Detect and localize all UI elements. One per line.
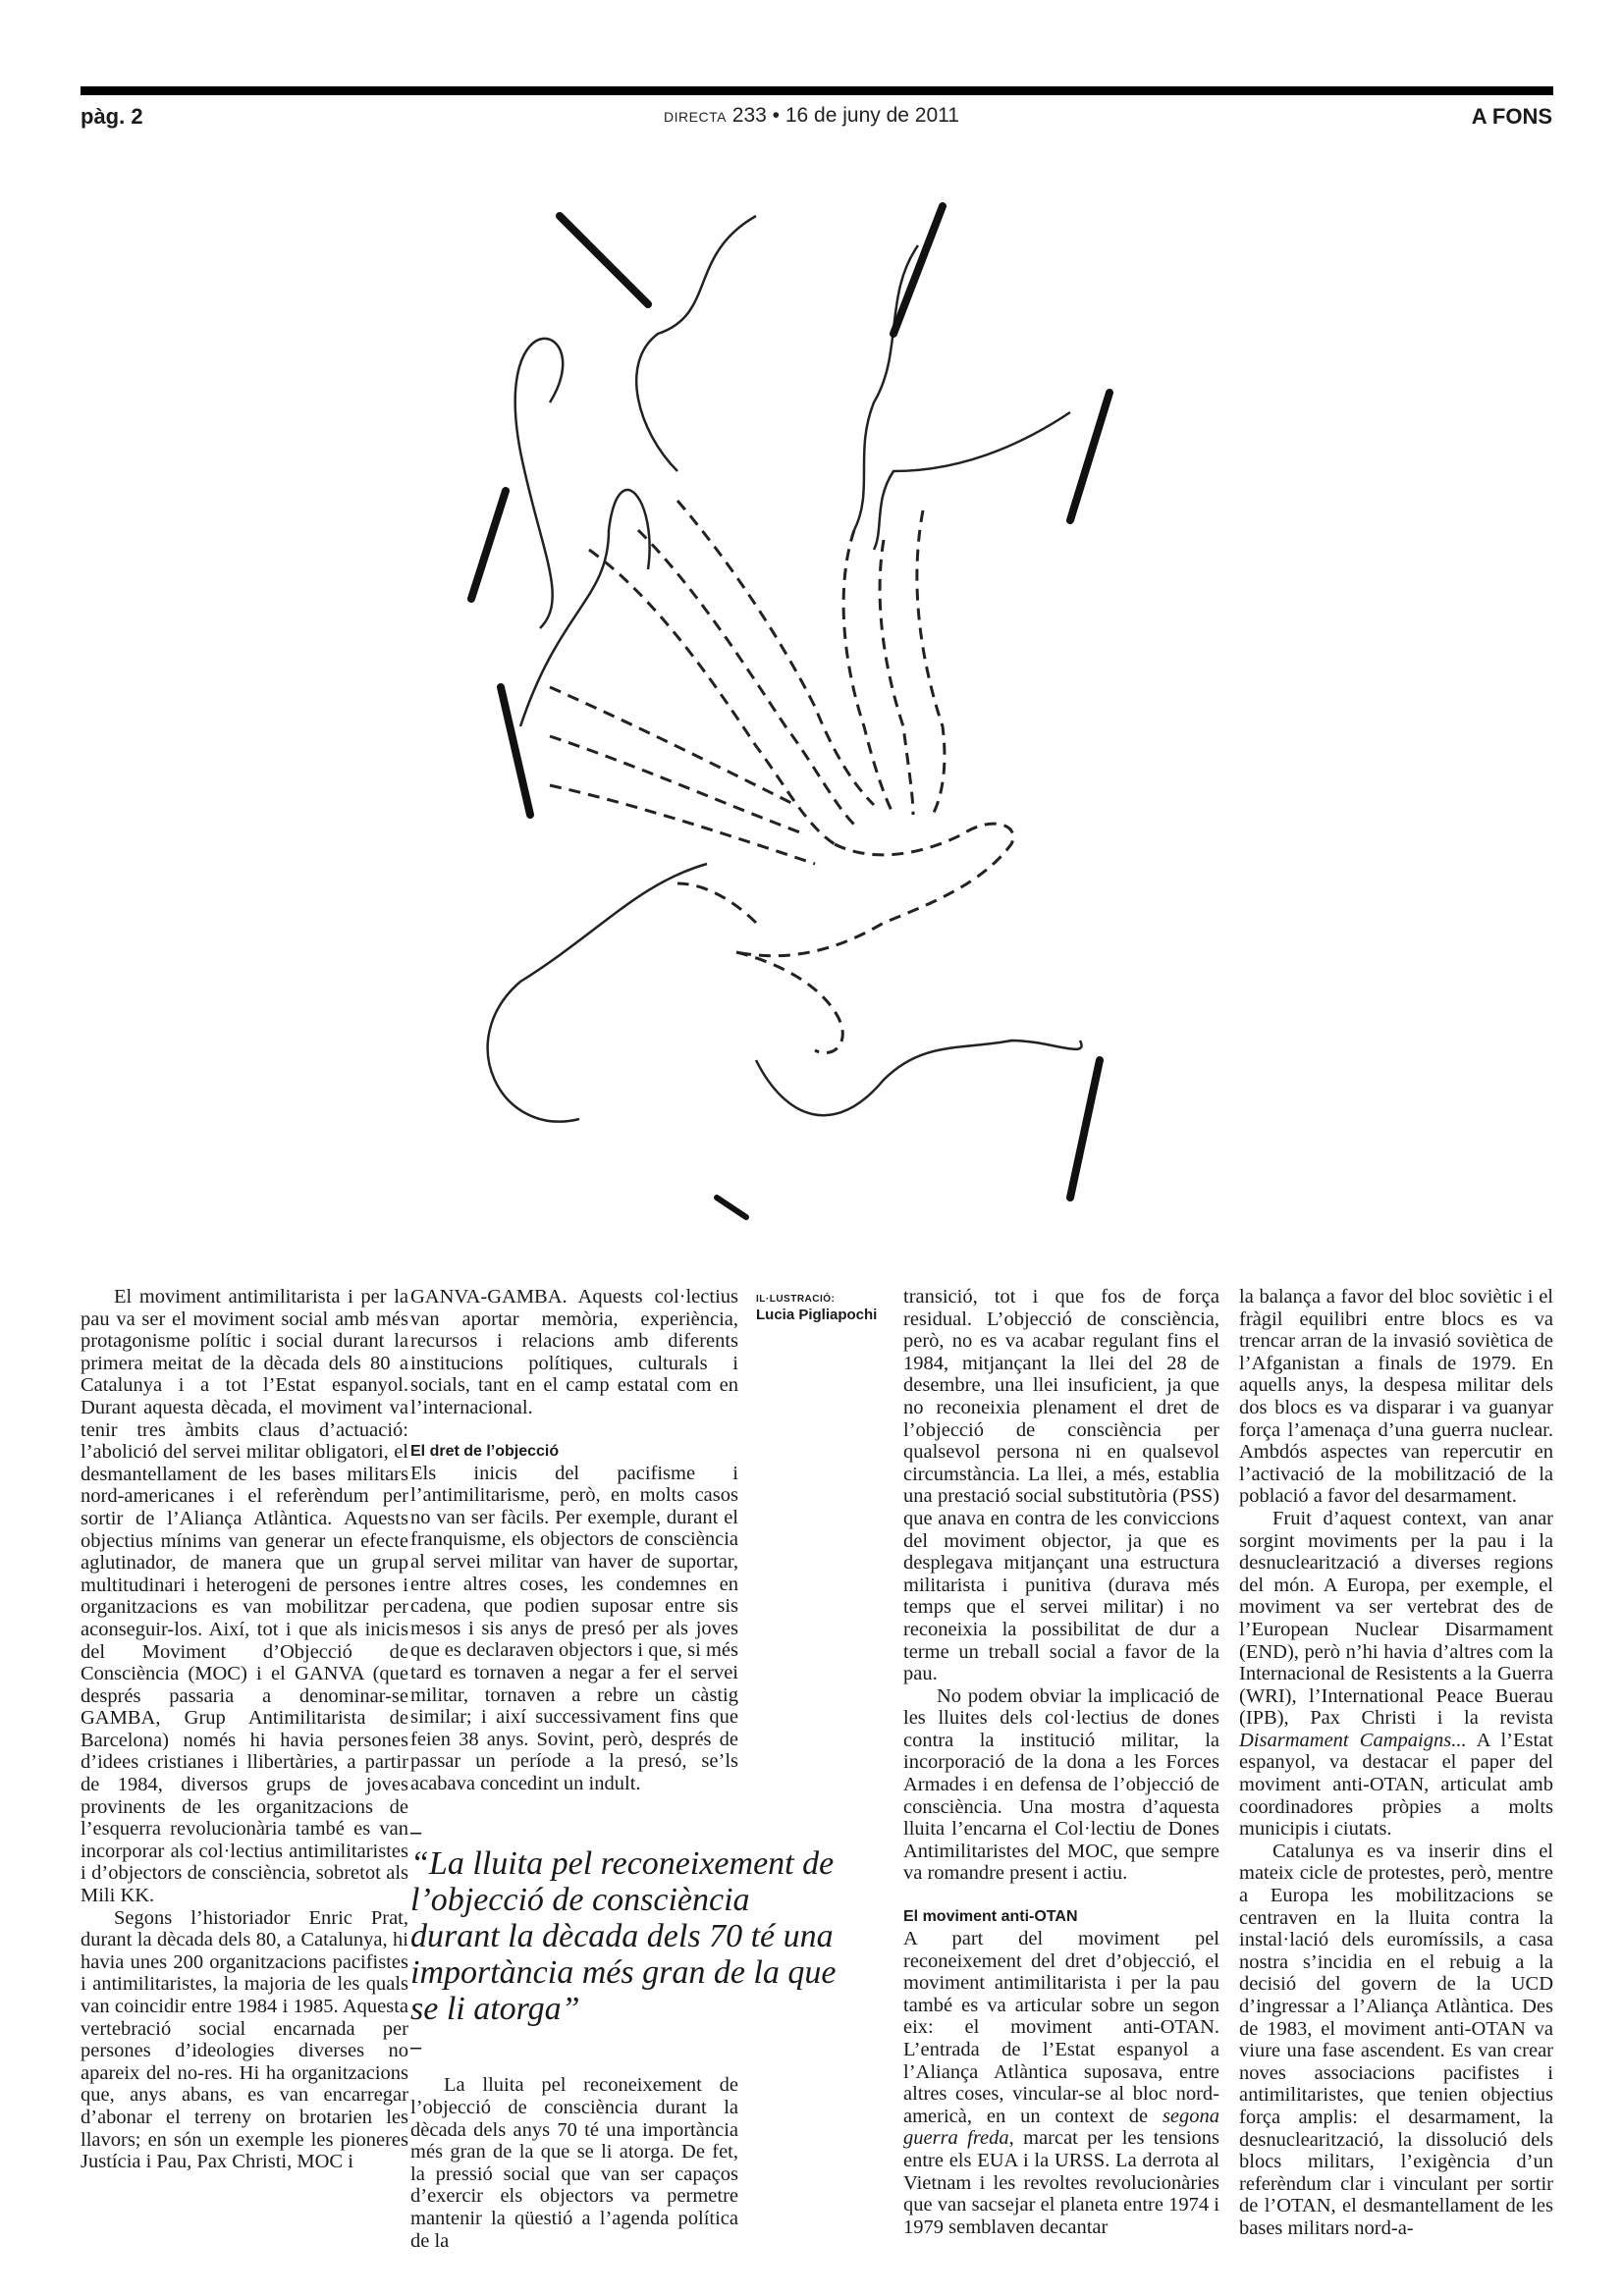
issue-info — [0, 104, 1623, 128]
pull-quote-text: “La lluita pel reconeixement de l’objecció de consciència durant la dècada dels 70 té una importància més gran de la que se li atorga” — [410, 1845, 837, 2028]
subheading: El moviment anti-OTAN — [903, 1908, 1078, 1926]
publication-name: DIRECTA — [664, 109, 727, 125]
page-number: pàg. 2 — [81, 104, 143, 129]
text: A l’Estat espanyol, va destacar el paper del moviment anti-OTAN, articulat amb coordinadores pròpies a molts municipis i ciutats. — [1239, 1729, 1553, 1841]
illustration-credit — [756, 1294, 893, 1323]
paragraph: transició, tot i que fos de força residual. L’objecció de consciència, però, no es va acabar regulant fins el 1984, mitjançant la llei del 28 de desembre, una llei insuficient, ja que no reconeixia plenament el dret de l’objecció de consciència per qualsevol persona ni en qualsevol circumstància. La llei, a més, establia una prestació social substitutòria (PSS) que anava en contra de les conviccions del moviment objector, ja que es desplegava mitjançant una estructura militarista i punitiva (durava més temps que el servei militar) i no reconeixia la possibilitat de dur a terme un treball social a favor de la pau. — [903, 1286, 1219, 1685]
paragraph — [1239, 1508, 1553, 1841]
dove-outline — [550, 501, 1013, 1053]
header-rule — [81, 86, 1553, 95]
subheading: El dret de l’objecció — [410, 1442, 560, 1460]
article-column-1 — [81, 1286, 408, 2173]
needle-icon — [1070, 1060, 1100, 1198]
article-column-2-continued — [410, 2074, 738, 2252]
article-column-4 — [1239, 1286, 1553, 2240]
credit-name: Lucia Pigliapochi — [756, 1307, 878, 1323]
italic-term: segona guerra freda — [903, 2105, 1220, 2150]
article-column-3 — [903, 1286, 1219, 2238]
needle-icon — [717, 1198, 746, 1217]
paragraph: No podem obviar la implicació de les lluites dels col·lectius de dones contra la institució militar, la incorporació de la dona a les Forces Armades i en defensa de l’objecció de consciència. Una mostra d’aquesta lluita l’encarna el Col·lectiu de Dones Antimilitaristes del MOC, que sempre va romandre present i actiu. — [903, 1684, 1219, 1885]
pull-quote — [410, 1818, 842, 2060]
paragraph: Catalunya es va inserir dins el mateix cicle de protestes, però, mentre a Europa les mobilitzacions se centraven en la lluita contra la instal·lació dels euromíssils, a casa nostra s’incidia en el rebuig a la decisió del govern de la UCD d’ingressar a l’Aliança Atlàntica. Des de 1983, el moviment anti-OTAN va viure una fase ascendent. Es van crear noves associacions pacifistes i antimilitaristes, que tenien objectius força amplis: el desarmament, la desnuclearització, la dissolució dels blocs militars, l’exigència d’un referèndum clar i vinculant per sortir de l’OTAN, el desmantellament de les bases militars nord-a- — [1239, 1840, 1553, 2239]
paragraph: El moviment antimilitarista i per la pau va ser el moviment social amb més protagonisme polític i social durant la primera meitat de la dècada dels 80 a Catalunya i a tot l’Estat espanyol. Durant aquesta dècada, el moviment va tenir tres àmbits claus d’actuació: l’abolició del servei militar obligatori, el desmantellament de les bases militars nord-americanes i el referèndum per sortir de l’Aliança Atlàntica. Aquests objectius mínims van generar un efecte aglutinador, de manera que un grup multitudinari i heterogeni de persones i organitzacions es van mobilitzar per aconseguir-los. Així, tot i que als inicis del Moviment d’Objecció de Consciència (MOC) i el GANVA (que després passaria a denominar-se GAMBA, Grup Antimilitarista de Barcelona) només hi havia persones d’idees cristianes i llibertàries, a partir de 1984, diversos grups de joves provinents de les organitzacions de l’esquerra revolucionària també es van incorporar als col·lectius antimilitaristes i d’objectors de consciència, sobretot als Mili KK. — [81, 1286, 408, 1907]
quote-dash: – — [410, 2034, 421, 2059]
text: Fruit d’aquest context, van anar sorgint moviments per la pau i la desnuclearització a diverses regions del món. A Europa, per exemple, el moviment va ser vertebrat des de l’European Nuclear Disarmament (END), però n’hi havia d’altres com la Internacional de Resistents a la Guerra (WRI), l’International Peace Buerau (IPB), Pax Christi i la revista — [1239, 1507, 1553, 1730]
paragraph: la balança a favor del bloc soviètic i el fràgil equilibri entre blocs es va trencar arran de la invasió soviètica de l’Afganistan a finals de 1979. En aquells anys, la despesa militar dels dos blocs es va disparar i va guanyar força l’amenaça d’una guerra nuclear. Ambdós aspectes van repercutir en l’activació de la mobilització de la població a favor del desarmament. — [1239, 1286, 1553, 1508]
needle-icon — [560, 216, 648, 304]
italic-title: Disarmament Campaigns... — [1239, 1729, 1467, 1751]
quote-dash: – — [410, 1819, 421, 1844]
paragraph: La lluita pel reconeixement de l’objecció de consciència durant la dècada dels anys 70 té una importància més gran de la que se li atorga. De fet, la pressió social que van ser capaços d’exercir els objectors va permetre mantenir la qüestió a l’agenda política de la — [410, 2074, 738, 2252]
needle-icon — [893, 206, 943, 334]
paragraph: Els inicis del pacifisme i l’antimilitarisme, però, en molts casos no van ser fàcils. Per exemple, durant el franquisme, els objectors de consciència al servei militar van haver de suportar, entre altres coses, les condemnes en cadena, que podien suposar entre sis mesos i sis anys de presó per als joves que es declaraven objectors i que, si més tard es tornaven a negar a fer el servei militar, tornaven a rebre un càstig similar; i així successivament fins que feien 38 anys. Sovint, però, després de passar un període a la presó, se’ls acabava concedint un indult. — [410, 1462, 738, 1794]
text: , marcat per les tensions entre els EUA i la URSS. La derrota al Vietnam i les revoltes revolucionàries que van sacsejar el planeta entre 1974 i 1979 semblaven decantar — [903, 2127, 1219, 2238]
paragraph — [903, 1928, 1219, 2238]
text: A part del moviment pel reconeixement del dret d’objecció, el moviment antimilitarista i per la pau també es va articular sobre un segon eix: el moviment anti-OTAN. L’entrada de l’Estat espanyol a l’Aliança Atlàntica suposava, entre altres coses, vincular-se al bloc nord-americà, en un context de — [903, 1928, 1219, 2127]
thread-lines — [488, 216, 1082, 1122]
needle-icon — [1070, 393, 1109, 520]
needle-icon — [501, 687, 530, 815]
section-name: A FONS — [1471, 104, 1552, 129]
dove-needles-illustration — [461, 177, 1168, 1256]
needles — [471, 206, 1109, 1217]
paragraph: Segons l’historiador Enric Prat, durant la dècada dels 80, a Catalunya, hi havia unes 200 organitzacions pacifistes i antimilitaristes, la majoria de les quals van coincidir entre 1984 i 1985. Aquesta vertebració social encarnada per persones d’ideologies diverses no apareix del no-res. Hi ha organitzacions que, anys abans, es van encarregar d’abonar el terreny on brotarien les llavors; en són un exemple les pioneres Justícia i Pau, Pax Christi, MOC i — [81, 1906, 408, 2173]
paragraph: GANVA-GAMBA. Aquests col·lectius van aportar memòria, experiència, recursos i relacions amb diferents institucions polítiques, culturals i socials, tant en el camp estatal com en l’internacional. — [410, 1286, 738, 1418]
needle-icon — [471, 491, 506, 599]
credit-label: IL·LUSTRACIÓ: — [756, 1294, 836, 1305]
issue-date: 233 • 16 de juny de 2011 — [731, 104, 959, 127]
